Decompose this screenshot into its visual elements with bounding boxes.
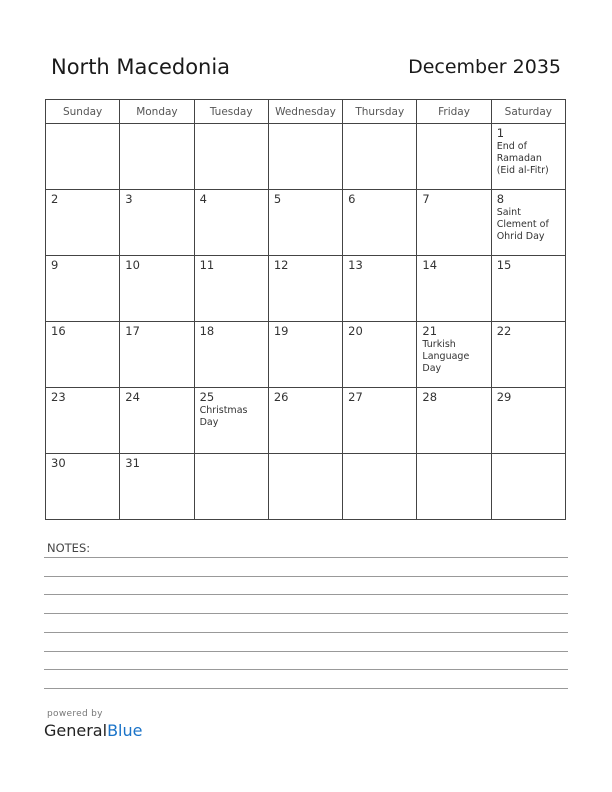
week-row — [46, 322, 566, 388]
day-cell — [120, 388, 194, 454]
day-number: 13 — [348, 258, 363, 272]
day-number: 27 — [348, 390, 363, 404]
day-cell — [343, 388, 417, 454]
day-cell — [343, 322, 417, 388]
holiday-label: End of Ramadan (Eid al-Fitr) — [496, 141, 549, 176]
day-number: 23 — [51, 390, 66, 404]
day-cell — [417, 388, 491, 454]
day-number: 10 — [125, 258, 140, 272]
note-line — [44, 576, 568, 577]
day-cell — [491, 190, 565, 256]
day-number: 4 — [199, 192, 207, 206]
day-number: 8 — [496, 192, 505, 206]
note-line — [44, 557, 568, 558]
day-cell — [268, 256, 342, 322]
day-cell — [46, 322, 120, 388]
empty-day-cell — [343, 124, 417, 190]
day-cell — [417, 256, 491, 322]
day-cell — [120, 322, 194, 388]
day-number: 2 — [51, 192, 59, 206]
weekday-friday: Friday — [417, 100, 491, 124]
day-number: 20 — [348, 324, 363, 338]
week-row — [46, 454, 566, 520]
day-number: 19 — [273, 324, 289, 338]
day-number: 9 — [51, 258, 59, 272]
day-cell — [120, 190, 194, 256]
day-number: 24 — [125, 390, 140, 404]
day-cell — [46, 388, 120, 454]
weekday-header-row — [46, 100, 566, 124]
day-number: 31 — [125, 456, 140, 470]
holiday-label: Christmas Day — [199, 405, 248, 428]
holiday-label: Saint Clement of Ohrid Day — [496, 207, 549, 242]
day-number: 5 — [273, 192, 282, 206]
day-cell — [491, 322, 565, 388]
day-cell — [46, 190, 120, 256]
empty-day-cell — [343, 454, 417, 520]
day-cell — [417, 190, 491, 256]
day-cell — [343, 190, 417, 256]
empty-day-cell — [268, 454, 342, 520]
day-number: 29 — [496, 390, 512, 404]
day-cell — [343, 256, 417, 322]
day-number: 25 — [199, 390, 215, 404]
day-cell — [120, 256, 194, 322]
day-cell — [194, 190, 268, 256]
day-cell — [194, 322, 268, 388]
calendar-grid — [45, 99, 566, 520]
note-line — [44, 688, 568, 689]
day-cell — [194, 256, 268, 322]
day-cell — [194, 388, 268, 454]
country-title: North Macedonia — [51, 55, 231, 79]
empty-day-cell — [120, 124, 194, 190]
note-line — [44, 632, 568, 633]
day-cell — [491, 256, 565, 322]
day-number: 22 — [496, 324, 512, 338]
weekday-thursday: Thursday — [343, 100, 417, 124]
month-title: December 2035 — [408, 56, 561, 78]
day-number: 16 — [51, 324, 66, 338]
notes-label: NOTES: — [47, 541, 91, 555]
day-number: 26 — [273, 390, 289, 404]
day-cell — [491, 124, 565, 190]
week-row — [46, 256, 566, 322]
empty-day-cell — [194, 124, 268, 190]
empty-day-cell — [491, 454, 565, 520]
day-number: 21 — [422, 324, 438, 338]
day-number: 30 — [51, 456, 66, 470]
day-cell — [46, 256, 120, 322]
day-number: 11 — [199, 258, 215, 272]
weekday-saturday: Saturday — [491, 100, 565, 124]
day-number: 12 — [273, 258, 289, 272]
day-number: 17 — [125, 324, 140, 338]
empty-day-cell — [46, 124, 120, 190]
day-number: 7 — [422, 192, 430, 206]
empty-day-cell — [417, 454, 491, 520]
empty-day-cell — [194, 454, 268, 520]
day-cell — [268, 322, 342, 388]
day-cell — [491, 388, 565, 454]
note-line — [44, 669, 568, 670]
weekday-wednesday: Wednesday — [268, 100, 342, 124]
weekday-tuesday: Tuesday — [194, 100, 268, 124]
note-line — [44, 594, 568, 595]
day-number: 1 — [496, 126, 505, 140]
powered-by-text: powered by — [47, 709, 103, 719]
generalblue-logo — [44, 721, 142, 740]
week-row — [46, 388, 566, 454]
day-number: 3 — [125, 192, 133, 206]
weekday-sunday: Sunday — [46, 100, 120, 124]
day-cell — [268, 190, 342, 256]
note-line — [44, 651, 568, 652]
day-number: 28 — [422, 390, 438, 404]
empty-day-cell — [417, 124, 491, 190]
brand-blue: Blue — [107, 721, 143, 740]
empty-day-cell — [268, 124, 342, 190]
day-cell — [120, 454, 194, 520]
week-row — [46, 124, 566, 190]
day-number: 6 — [348, 192, 356, 206]
day-cell — [268, 388, 342, 454]
day-cell — [417, 322, 491, 388]
day-number: 18 — [199, 324, 215, 338]
day-number: 15 — [496, 258, 512, 272]
day-number: 14 — [422, 258, 438, 272]
brand-general: General — [44, 721, 108, 740]
note-line — [44, 613, 568, 614]
day-cell — [46, 454, 120, 520]
weekday-monday: Monday — [120, 100, 194, 124]
week-row — [46, 190, 566, 256]
holiday-label: Turkish Language Day — [422, 339, 470, 374]
